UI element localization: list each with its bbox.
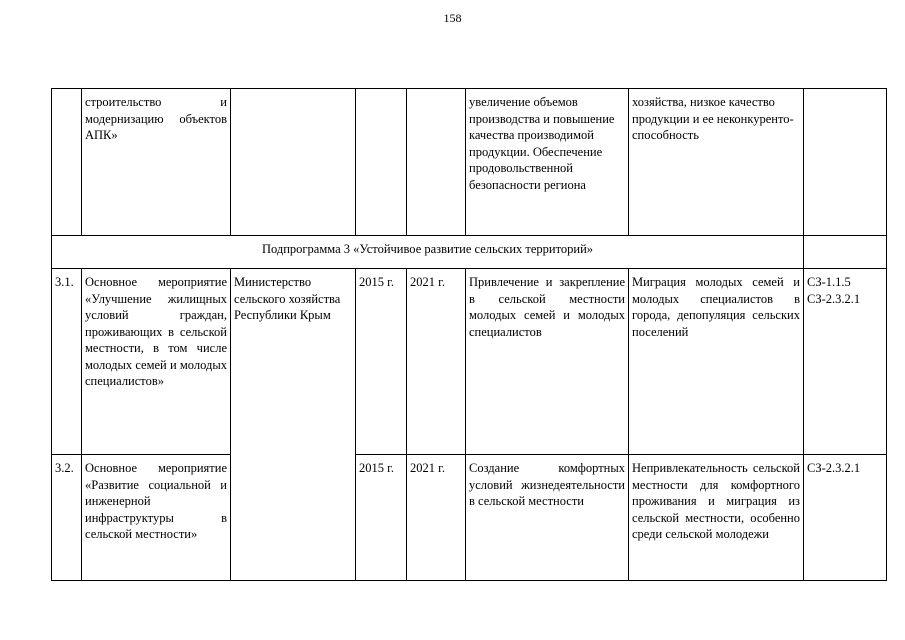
table-row bbox=[52, 269, 887, 455]
cell-measure: Основное мероприятие «Улучшение жилищных условий граждан, проживающих в сельской местности, в том числе молодых семей и молодых специалистов» bbox=[82, 269, 231, 455]
cell-consequences: Миграция молодых семей и молодых специалистов в города, депопуляция сельских поселений bbox=[629, 269, 804, 455]
cell-start: 2015 г. bbox=[356, 269, 407, 455]
cell-result: Привлечение и закрепление в сельской местности молодых семей и молодых специалистов bbox=[466, 269, 629, 455]
measures-table bbox=[51, 88, 887, 581]
cell-consequences: Непривлекательность сельской местности для комфортного проживания и миграция из сельской местности, особенно среди сельской молодежи bbox=[629, 455, 804, 581]
cell-end: 2021 г. bbox=[407, 269, 466, 455]
table-row-continuation bbox=[52, 89, 887, 236]
cell-links bbox=[804, 89, 887, 236]
page-number: 158 bbox=[443, 11, 462, 25]
subprogram-title: Подпрограмма 3 «Устойчивое развитие сельских территорий» bbox=[52, 236, 804, 269]
cell-executor: Министерство сельского хозяйства Республики Крым bbox=[231, 269, 356, 581]
cell-executor bbox=[231, 89, 356, 236]
cell-number: 3.2. bbox=[52, 455, 82, 581]
cell-end bbox=[407, 89, 466, 236]
cell-result: увеличение объемов производства и повышение качества производимой продукции. Обеспечение продовольственной безопасности региона bbox=[466, 89, 629, 236]
cell-number: 3.1. bbox=[52, 269, 82, 455]
cell-links: СЗ-2.3.2.1 bbox=[804, 455, 887, 581]
cell-consequences: хозяйства, низкое качество продукции и ее неконкуренто-способность bbox=[629, 89, 804, 236]
cell-start: 2015 г. bbox=[356, 455, 407, 581]
cell-measure: строительство и модернизацию объектов АПК» bbox=[82, 89, 231, 236]
cell-end: 2021 г. bbox=[407, 455, 466, 581]
cell-result: Создание комфортных условий жизнедеятельности в сельской местности bbox=[466, 455, 629, 581]
cell-links: СЗ-1.1.5 СЗ-2.3.2.1 bbox=[804, 269, 887, 455]
cell-links bbox=[804, 236, 887, 269]
table-row-subprogram bbox=[52, 236, 887, 269]
table-row bbox=[52, 455, 887, 581]
cell-start bbox=[356, 89, 407, 236]
cell-number bbox=[52, 89, 82, 236]
cell-measure: Основное мероприятие «Развитие социальной и инженерной инфраструктуры в сельской местности» bbox=[82, 455, 231, 581]
